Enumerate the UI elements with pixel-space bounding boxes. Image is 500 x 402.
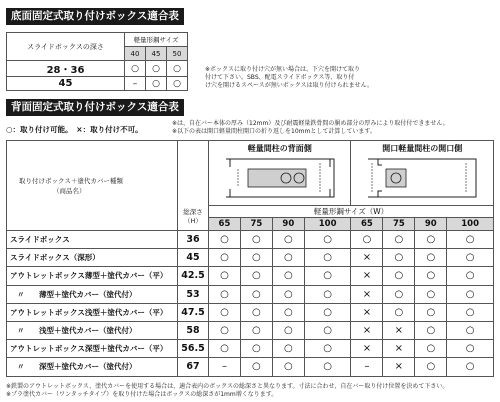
table-row	[7, 61, 188, 77]
size-col: 75	[383, 218, 415, 231]
fit-cell: ○	[415, 358, 447, 376]
fit-cell: ○	[415, 303, 447, 321]
product-name-text: アウトレットボックス薄型＋塗代カバー（平）	[10, 271, 168, 281]
fit-cell: ○	[415, 267, 447, 285]
fit-cell: ○	[447, 267, 494, 285]
size-col: 100	[304, 218, 351, 231]
fit-cell: ○	[304, 249, 351, 267]
fit-cell: ○	[240, 303, 272, 321]
fit-cell: ○	[304, 358, 351, 376]
total-depth: 58	[178, 321, 209, 339]
size-header: 軽量形鋼サイズ（W）	[209, 206, 494, 218]
fit-cell: ○	[240, 321, 272, 339]
fit-cell: ×	[351, 303, 383, 321]
fit-cell: ○	[240, 340, 272, 358]
size-header: 軽量形鋼サイズ	[125, 33, 188, 47]
fit-cell: ×	[351, 285, 383, 303]
fit-cell: ×	[351, 249, 383, 267]
table-row	[7, 285, 494, 303]
fit-cell: ×	[351, 267, 383, 285]
ditto-mark: 〃	[17, 362, 25, 372]
fit-cell: ○	[304, 285, 351, 303]
group-back-side: 軽量間柱の背面側	[209, 141, 351, 206]
fit-cell: ○	[272, 231, 304, 249]
fit-cell: ○	[272, 321, 304, 339]
fit-cell: ○	[304, 231, 351, 249]
size-col: 100	[447, 218, 494, 231]
product-name	[7, 285, 178, 303]
fit-cell: ○	[240, 267, 272, 285]
fit-cell: ○	[209, 285, 241, 303]
fit-cell: ○	[351, 231, 383, 249]
total-depth: 53	[178, 285, 209, 303]
fit-cell: ○	[304, 340, 351, 358]
fit-cell: ○	[272, 285, 304, 303]
fit-cell: ○	[383, 267, 415, 285]
fit-cell: ○	[415, 321, 447, 339]
total-depth: 67	[178, 358, 209, 376]
fit-cell: ○	[383, 249, 415, 267]
legend: ○：取り付け可能。 ×：取り付け不可。	[6, 125, 143, 134]
fit-cell: ○	[447, 358, 494, 376]
fit-cell: ○	[209, 231, 241, 249]
fit-cell: ×	[383, 321, 415, 339]
bottom-mount-table	[6, 32, 188, 91]
product-name-text: 深型＋塗代カバー（塗代付）	[39, 362, 137, 372]
fit-cell: ○	[447, 303, 494, 321]
product-name-text: スライドボックス（深形）	[10, 253, 100, 263]
total-depth: 47.5	[178, 303, 209, 321]
fit-cell: ○	[209, 340, 241, 358]
size-col: 75	[240, 218, 272, 231]
product-name	[7, 303, 178, 321]
size-col: 90	[272, 218, 304, 231]
ditto-mark: 〃	[17, 326, 25, 336]
size-45: 45	[146, 47, 167, 61]
product-name	[7, 267, 178, 285]
product-name-text: 薄型＋塗代カバー（塗代付）	[39, 289, 137, 299]
fit-cell: –	[125, 77, 146, 91]
fit-cell: ○	[447, 340, 494, 358]
size-40: 40	[125, 47, 146, 61]
fit-cell: –	[351, 358, 383, 376]
group-open-side: 開口軽量間柱の開口側	[351, 141, 494, 206]
fit-cell: ○	[383, 285, 415, 303]
product-name	[7, 321, 178, 339]
fit-cell: ○	[167, 77, 188, 91]
fit-cell: ○	[304, 267, 351, 285]
depth-value: 28・36	[7, 61, 125, 77]
table-row	[7, 267, 494, 285]
section2-notes-bottom: ※鉄製のアウトレットボックス、塗代カバーを使用する場合は、適合表内のボックスの総深さと異なります。寸法に合わせ、自在バー取り付け位置を決めて下さい。 ※プラ塗代カバー（ワンタッチタイプ）を取り付けた場合はボックスの総深さが1mm増くなります。	[6, 383, 449, 398]
fit-cell: ○	[125, 61, 146, 77]
total-depth: 36	[178, 231, 209, 249]
size-col: 65	[209, 218, 241, 231]
product-name	[7, 231, 178, 249]
size-50: 50	[167, 47, 188, 61]
fit-cell: ○	[415, 249, 447, 267]
table-row	[7, 231, 494, 249]
table-row	[7, 303, 494, 321]
fit-cell: ○	[415, 231, 447, 249]
total-depth: 45	[178, 249, 209, 267]
fit-cell: ○	[146, 61, 167, 77]
ditto-mark: 〃	[17, 289, 25, 299]
fit-cell: ○	[272, 267, 304, 285]
row-header: 取り付けボックス＋塗代カバー種類 （商品名）	[7, 141, 178, 231]
size-col: 90	[415, 218, 447, 231]
fit-cell: ○	[240, 358, 272, 376]
fit-cell: –	[209, 358, 241, 376]
fit-cell: ○	[209, 267, 241, 285]
fit-cell: ○	[383, 231, 415, 249]
open-side-diagram	[362, 155, 482, 201]
fit-cell: ○	[415, 285, 447, 303]
product-name-text: 浅型＋塗代カバー（塗代付）	[39, 326, 137, 336]
fit-cell: ○	[447, 321, 494, 339]
table-row	[7, 340, 494, 358]
section1-note: ※ボックスに取り付け穴が無い場合は、下穴を開けて取り 付けて下さい。SBS、配電スライドボックス等、取り付 け穴を開けるスペースが無いボックスは取り付けられません。	[205, 66, 374, 89]
fit-cell: ○	[304, 321, 351, 339]
product-name	[7, 340, 178, 358]
fit-cell: ○	[240, 231, 272, 249]
section2-title: 背面固定式取り付けボックス適合表	[6, 99, 184, 116]
fit-cell: ○	[304, 303, 351, 321]
fit-cell: ○	[383, 303, 415, 321]
table-row	[7, 77, 188, 91]
fit-cell: ○	[240, 285, 272, 303]
fit-cell: ○	[447, 285, 494, 303]
fit-cell: ○	[167, 61, 188, 77]
fit-cell: ○	[272, 340, 304, 358]
back-mount-table	[6, 140, 494, 377]
product-name-text: アウトレットボックス浅型＋塗代カバー（平）	[10, 307, 168, 317]
total-depth: 56.5	[178, 340, 209, 358]
product-name-text: スライドボックス	[10, 235, 70, 245]
fit-cell: ×	[351, 321, 383, 339]
fit-cell: ×	[383, 340, 415, 358]
product-name	[7, 249, 178, 267]
depth-value: 45	[7, 77, 125, 91]
fit-cell: ×	[351, 340, 383, 358]
depth-col-header: スライドボックスの深さ	[7, 33, 125, 61]
product-name	[7, 358, 178, 376]
product-name-text: アウトレットボックス深型＋塗代カバー（平）	[10, 344, 168, 354]
fit-cell: ×	[383, 358, 415, 376]
fit-cell: ○	[272, 303, 304, 321]
fit-cell: ○	[240, 249, 272, 267]
fit-cell: ○	[209, 303, 241, 321]
total-depth: 42.5	[178, 267, 209, 285]
fit-cell: ○	[209, 249, 241, 267]
fit-cell: ○	[272, 249, 304, 267]
depth-header: 総深さ （H）	[178, 141, 209, 231]
fit-cell: ○	[272, 358, 304, 376]
table-row	[7, 358, 494, 376]
section1-title: 底面固定式取り付けボックス適合表	[6, 8, 184, 25]
fit-cell: ○	[146, 77, 167, 91]
size-col: 65	[351, 218, 383, 231]
table-row	[7, 321, 494, 339]
back-side-diagram	[220, 155, 340, 201]
section2-notes-top: ※は、自在バー本体の厚み（12mm）及び耐震軽量鉄骨間の胴め部分の厚みにより取付付できません。 ※以下の表は開口軽量間柱開口の折り返しを10mmとして計算しています。	[172, 120, 449, 135]
fit-cell: ○	[209, 321, 241, 339]
fit-cell: ○	[447, 231, 494, 249]
table-row	[7, 249, 494, 267]
fit-cell: ○	[447, 249, 494, 267]
fit-cell: ○	[415, 340, 447, 358]
